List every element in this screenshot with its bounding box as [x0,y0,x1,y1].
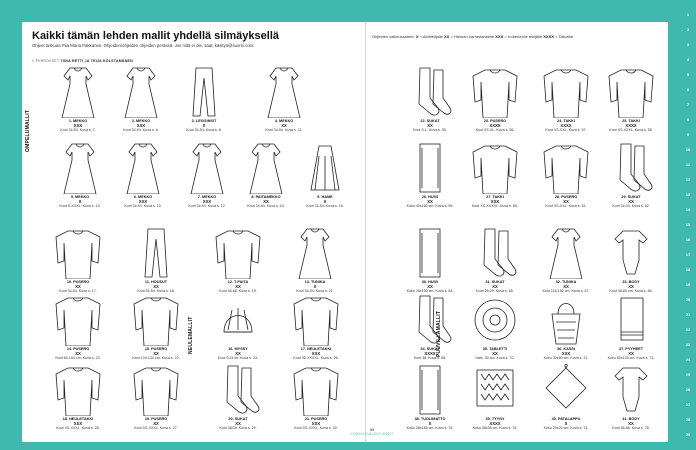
ruler-number: 8 [686,117,690,122]
pattern-info: Koot 48-80 cm. Kuva s. 66. [609,288,653,293]
ruler-number: 14 [685,207,691,212]
pattern-item[interactable] [459,64,531,132]
pattern-label: 16. MYSSY [228,347,248,351]
garment-drawing [465,225,525,279]
pattern-label: 25. TAKKI [622,119,640,123]
garment-drawing [295,140,355,194]
difficulty-mark: XX [492,283,498,289]
ruler-number: 23 [685,342,691,347]
difficulty-mark: XX [628,198,634,204]
legend-mark-3: XXX [495,34,504,39]
pattern-item[interactable] [530,140,602,208]
legend-mark-1: X [415,34,419,39]
credits-name-1: TIINA RETTI [60,59,84,63]
garment-drawing [536,225,596,279]
garment-drawing [285,225,345,279]
pattern-info: Koot 34-54. Kuva s. 17. [59,288,97,293]
legend-text-1: = Aloittelijalle [419,34,443,39]
ruler-number: 4 [686,57,690,62]
pattern-label: 18. NEULETAKKI [62,417,94,421]
pattern-item[interactable] [120,292,192,360]
pattern-label: 19. PUSERO [144,417,168,421]
ruler-number: 17 [685,252,691,257]
pattern-label: 23. PUSERO [483,119,507,123]
page-footer [332,428,412,436]
difficulty-mark: XX [153,283,159,289]
difficulty-mark: XXXX [560,122,572,128]
pattern-label: 6. MEKKO [133,195,153,199]
ruler-number: 22 [685,327,691,332]
difficulty-mark: XX [153,420,159,426]
pattern-info: Koot 34-54. Kuva s. 11. [265,127,303,132]
difficulty-mark: XXXX [424,350,436,356]
pattern-item[interactable] [248,64,320,132]
pattern-label: 13. TUNIKA [304,280,326,284]
garment-drawing [126,362,186,416]
difficulty-mark: XX [263,198,269,204]
credits-prefix: // PIIRROKSET [32,59,60,63]
pattern-info: Koko 36x36 cm. Kuva s. 75. [472,425,518,430]
pattern-label: 38. TUOLIMATTO [414,417,446,421]
garment-drawing [601,140,661,194]
difficulty-mark: XX [153,350,159,356]
ruler-number: 12 [685,177,691,182]
ruler-number: 16 [685,237,691,242]
pattern-item[interactable] [595,140,667,208]
pattern-label: 22. SUKAT [420,119,440,123]
garment-drawing [536,140,596,194]
ruler-number: 6 [686,87,690,92]
ruler-number: 2 [686,27,690,32]
page-title: Kaikki tämän lehden mallit yhdellä silmäyksellä [32,30,280,42]
pattern-info: Koot 34-54. Kuva s. 10. [124,203,162,208]
garment-drawing [400,225,460,279]
pattern-info: Koko 40x160 cm. Kuva s. 59. [406,203,454,208]
ruler-number: 5 [686,72,690,77]
difficulty-mark: XXX [561,350,571,356]
pattern-item[interactable] [530,64,602,132]
pattern-info: Koot XS-XXXL. Kuva s. 58. [609,127,653,132]
pattern-label: 41. BODY [622,417,640,421]
garment-drawing [111,64,171,118]
difficulty-legend [372,34,573,39]
pattern-item[interactable] [394,140,466,208]
difficulty-mark: XX [492,350,498,356]
garment-drawing [536,292,596,346]
garment-drawing [48,225,108,279]
difficulty-mark: XXXX [489,122,501,128]
pattern-label: 24. TAKKI [557,119,575,123]
pattern-label: 14. PUSERO [66,347,90,351]
pattern-label: 7. MEKKO [197,195,217,199]
pattern-item[interactable] [530,225,602,293]
ruler-number: 25 [685,372,691,377]
pattern-label: 37. PYYHEET [618,347,644,351]
legend-mark-2: XX [444,34,450,39]
pattern-item[interactable] [120,225,192,293]
difficulty-mark: XX [427,283,433,289]
pattern-item[interactable] [280,292,352,360]
pattern-info: Koot XS-XXL. Kuva s. 61. [545,203,587,208]
pattern-label: 34. SUKAT [420,347,440,351]
garment-drawing [465,140,525,194]
pattern-item[interactable] [595,362,667,430]
garment-drawing [48,362,108,416]
garment-drawing [465,64,525,118]
difficulty-mark: X [564,420,568,426]
pattern-item[interactable] [459,292,531,360]
garment-drawing [126,225,186,279]
ruler-number: 24 [685,357,691,362]
ruler-number: 1 [686,12,690,17]
pattern-label: 39. TYYNY [485,417,505,421]
legend-mark-4: XXXX [543,34,554,39]
pattern-item[interactable] [394,64,466,132]
difficulty-mark: XXX [311,350,321,356]
pattern-item[interactable] [202,362,274,430]
difficulty-mark: XX [75,350,81,356]
garment-drawing [286,292,346,346]
difficulty-mark: XX [75,283,81,289]
credits [32,59,133,63]
ruler-number: 13 [685,192,691,197]
pattern-label: 20. SUKAT [228,417,248,421]
pattern-info: Koot 34-54. Kuva s. 8. [186,127,222,132]
difficulty-mark: XXX [311,420,321,426]
pattern-item[interactable] [289,140,361,208]
pattern-info: Koko 20x20 cm. Kuva s. 74. [543,425,589,430]
garment-drawing [126,292,186,346]
pattern-item[interactable] [168,64,240,132]
pattern-info: Koot S-XXXL. Kuva s. 13. [59,203,101,208]
garment-drawing [536,64,596,118]
garment-drawing [601,292,661,346]
pattern-info: Koot 34-54. Kuva s. 18. [137,288,175,293]
pattern-info: Koot XS-XXXL. Kuva s. 28. [56,425,100,430]
garment-drawing [465,292,525,346]
pattern-item[interactable] [202,225,274,293]
pattern-info: Koko 35x190 cm. Kuva s. 64. [406,288,454,293]
difficulty-mark: XX [235,283,241,289]
pattern-label: 32. TUNIKA [555,280,577,284]
pattern-info: Koot XS-XXXL. Kuva s. 27. [134,425,178,430]
garment-drawing [400,292,460,346]
pattern-info: Koot 34-54. Kuva s. 7. [60,127,96,132]
pattern-label: 5. MEKKO [70,195,90,199]
page-gutter [365,22,366,442]
pattern-item[interactable] [120,362,192,430]
pattern-item[interactable] [595,225,667,293]
pattern-item[interactable] [394,225,466,293]
pattern-item[interactable] [107,140,179,208]
pattern-label: 27. TAKKI [486,195,504,199]
credits-name-2: TEIJA KOLSTAMÄNEN [90,59,133,63]
pattern-item[interactable] [394,362,466,430]
page-number: 93 [370,428,374,432]
ruler-number: 29 [685,432,691,437]
ruler-number: 27 [685,402,691,407]
garment-drawing [48,64,108,118]
pattern-item[interactable] [44,140,116,208]
ruler-number: 11 [685,162,691,167]
garment-drawing [536,362,596,416]
garment-drawing [113,140,173,194]
pattern-item[interactable] [202,292,274,360]
pattern-item[interactable] [595,292,667,360]
legend-prefix: Ohjeiden vaikeusasteet: [372,34,415,39]
difficulty-mark: XXX [73,420,83,426]
garment-drawing [174,64,234,118]
difficulty-mark: XX [628,350,634,356]
difficulty-mark: XXX [202,198,212,204]
difficulty-mark: X [428,420,432,426]
credits-and: JA [84,59,90,63]
pattern-label: 12. T-PAITA [227,280,249,284]
pattern-info: Koot S-L. Kuva s. 55. [413,127,447,132]
difficulty-mark: XX [281,122,287,128]
difficulty-mark: XX [235,350,241,356]
pattern-label: 8. PAITAMEKKO [251,195,281,199]
pattern-info: Koot 46-68. Kuva s. 19. [219,288,257,293]
difficulty-mark: XX [235,420,241,426]
pattern-item[interactable] [280,362,352,430]
difficulty-mark: X [78,198,82,204]
difficulty-mark: XXXX [489,420,501,426]
ruler-number: 20 [685,297,691,302]
pattern-item[interactable] [459,362,531,430]
garment-drawing [208,362,268,416]
pattern-item[interactable] [530,362,602,430]
section-label-sewing: OMPELUMALLIT [25,109,31,152]
garment-drawing [48,292,108,346]
ruler-number: 18 [685,267,691,272]
pattern-label: 26. HUIVI [421,195,439,199]
pattern-label: 31. SUKAT [485,280,505,284]
pattern-label: 21. PUSERO [304,417,328,421]
pattern-info: Koot XS-XXXXL. Kuva s. 60. [472,203,518,208]
pattern-info: Koot 116-152 cm. Kuva s. 67. [542,288,590,293]
page-index-ruler [670,0,696,450]
garment-drawing [236,140,296,194]
pattern-info: Koot 92-XXXXL. Kuva s. 26. [293,355,339,360]
pattern-label: 17. NEULETAKKI [300,347,332,351]
difficulty-mark: XXX [136,122,146,128]
pattern-info: Koko 32x50 cm. Kuva s. 71. [543,355,589,360]
pattern-label: 35. TABLETTI [482,347,508,351]
difficulty-mark: XX [628,420,634,426]
garment-drawing [254,64,314,118]
garment-drawing [601,225,661,279]
pattern-label: 33. BODY [622,280,640,284]
pattern-info: Koot 34-54. Kuva s. 14. [247,203,285,208]
garment-drawing [50,140,110,194]
pattern-info: Koko 60x125 cm. Kuva s. 73. [607,355,655,360]
difficulty-mark: XX [628,283,634,289]
garment-drawing [400,64,460,118]
ruler-number: 28 [685,417,691,422]
section-label-knitting: NEULEMALLIT [188,316,194,354]
garment-drawing [601,64,661,118]
pattern-info: Koot 26-29. Kuva s. 65. [476,288,514,293]
difficulty-mark: X [323,198,327,204]
difficulty-mark: X [202,122,206,128]
pattern-info: Koot 34-54. Kuva s. 16. [306,203,344,208]
pattern-item[interactable] [42,292,114,360]
intro-line-1: Ohjeet laskuaa Piia Maria Pakkanen. Ohjeiden/ohjeiden ohjeiden perässä. Jos niitä ei ole, saat, käsityö@suomi.com. [32,43,255,48]
magazine-spread [22,22,668,442]
pattern-label: 4. MEKKO [274,119,294,123]
pattern-item[interactable] [459,225,531,293]
legend-text-3: = Kokeneelle tekijälle [504,34,543,39]
pattern-info: Halk. 30 cm. Kuva s. 70. [475,355,515,360]
pattern-label: 3. LEGGINSIT [191,119,217,123]
pattern-item[interactable] [42,225,114,293]
ruler-number: 21 [685,312,691,317]
pattern-info: Koot 0-24 kk. Kuva s. 24. [217,355,259,360]
ruler-number: 3 [686,42,690,47]
pattern-item[interactable] [459,140,531,208]
difficulty-mark: X [313,283,317,289]
garment-drawing [400,140,460,194]
difficulty-mark: XX [563,283,569,289]
pattern-info: Koot 34-54. Kuva s. 21. [296,288,334,293]
pattern-item[interactable] [105,64,177,132]
garment-drawing [465,362,525,416]
pattern-info: Koot 34-34. Kuva s. 62. [612,203,650,208]
ruler-number: 7 [686,102,690,107]
pattern-label: 29. SUKAT [621,195,641,199]
page-intro [32,43,254,48]
pattern-info: Koot 34-54. Kuva s. 6. [123,127,159,132]
pattern-item[interactable] [595,64,667,132]
pattern-info: Koot 38/39. Kuva s. 29. [219,425,257,430]
ruler-number: 10 [685,147,691,152]
ruler-number: 26 [685,387,691,392]
garment-drawing [601,362,661,416]
pattern-info: Koot 80-104 cm. Kuva s. 23. [55,355,101,360]
section-label-cotton: PUUVILLAMALLIT [436,310,442,357]
pattern-info: Koot XS-XL. Kuva s. 56. [475,127,515,132]
pattern-label: 1. MEKKO [68,119,88,123]
pattern-info: Koot 34-54. Kuva s. 12. [188,203,226,208]
garment-drawing [286,362,346,416]
garment-drawing [208,292,268,346]
pattern-item[interactable] [394,292,466,360]
pattern-info: Koko 38x185 cm. Kuva s. 75. [406,425,454,430]
pattern-label: 40. PATALAPPU [551,417,581,421]
pattern-info: Koot XS-XXL. Kuva s. 57. [545,127,587,132]
footer-text: KODIN KUVALEHTI 8/2017 [350,432,394,436]
garment-drawing [208,225,268,279]
pattern-label: 28. PUSERO [554,195,578,199]
difficulty-mark: XXXX [625,122,637,128]
pattern-info: Koot 38. Kuva s. 68. [413,355,447,360]
pattern-label: 10. PUSERO [66,280,90,284]
pattern-item[interactable] [530,292,602,360]
difficulty-mark: XXX [73,122,83,128]
ruler-number: 15 [685,222,691,227]
pattern-item[interactable] [42,362,114,430]
legend-text-2: = Hieman harrastaneelle [450,34,495,39]
difficulty-mark: XX [427,198,433,204]
pattern-label: 30. HUIVI [421,280,439,284]
pattern-item[interactable] [42,64,114,132]
pattern-label: 36. KASSI [557,347,575,351]
pattern-label: 9. HAME [317,195,333,199]
legend-text-4: = Taiturille [555,34,574,39]
pattern-info: Koot 56-86. Kuva s. 78. [612,425,650,430]
pattern-info: Koot XS-XXXL. Kuva s. 30. [294,425,338,430]
ruler-number: 19 [685,282,691,287]
difficulty-mark: XXX [138,198,148,204]
pattern-info: Koot 104-134 cm. Kuva s. 22. [132,355,180,360]
garment-drawing [177,140,237,194]
pattern-label: 15. PUSERO [144,347,168,351]
difficulty-mark: XX [563,198,569,204]
pattern-label: 11. HOUSUT [144,280,168,284]
garment-drawing [400,362,460,416]
difficulty-mark: XX [427,122,433,128]
pattern-item[interactable] [279,225,351,293]
ruler-number: 9 [686,132,690,137]
pattern-label: 2. MEKKO [131,119,151,123]
difficulty-mark: XXX [490,198,500,204]
